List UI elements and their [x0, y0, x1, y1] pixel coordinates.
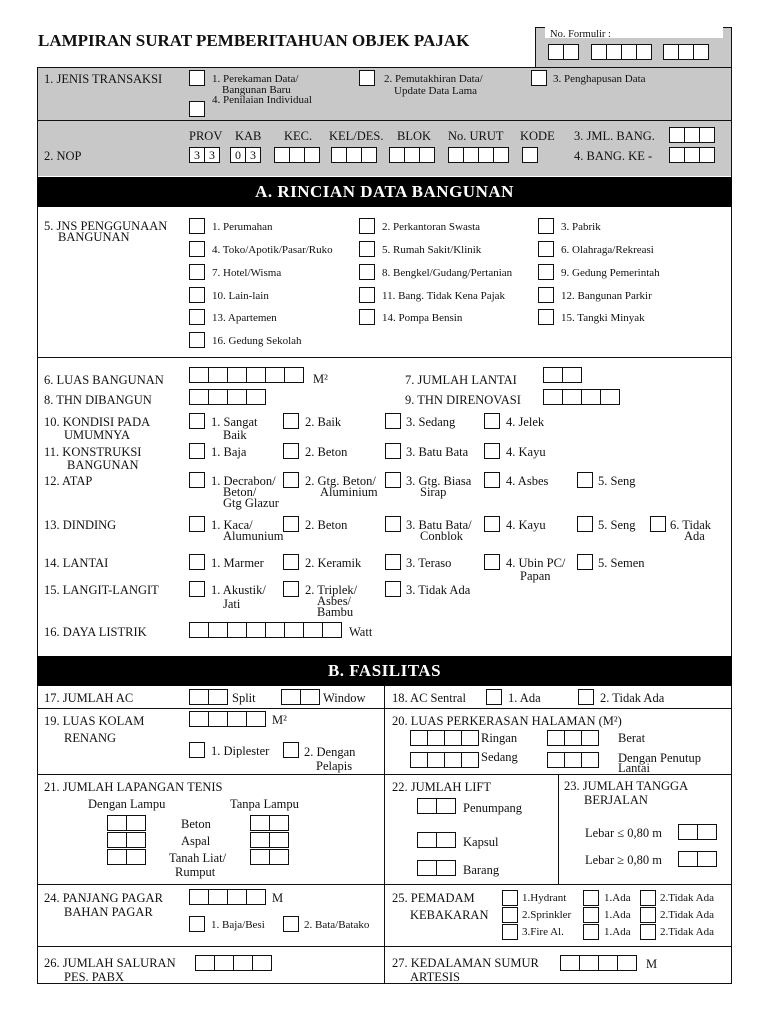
bang-ke-cells[interactable]: [669, 147, 715, 163]
halaman-penutup-label-b: Lantai: [618, 761, 650, 775]
dinding-checkbox-2[interactable]: [283, 516, 299, 532]
pemadam-option: 3.Fire Al.: [522, 926, 564, 938]
halaman-sedang-cells[interactable]: [410, 752, 479, 768]
transaksi-option-2: 2. Pemutakhiran Data/: [384, 73, 483, 85]
dinding-option: Alumunium: [223, 529, 284, 543]
penggunaan-option-label: 14. Pompa Bensin: [382, 312, 463, 324]
konstruksi-option: 1. Baja: [211, 445, 247, 459]
penggunaan-option-label: 1. Perumahan: [212, 221, 273, 233]
tenis-dengan-label: Dengan Lampu: [88, 797, 166, 811]
pemadam-option: 2.Sprinkler: [522, 909, 572, 921]
penggunaan-option-label: 2. Perkantoran Swasta: [382, 221, 481, 233]
langit-checkbox-1[interactable]: [189, 581, 205, 597]
jml-bang-label: 3. JML. BANG.: [574, 129, 655, 143]
atap-option: Sirap: [420, 485, 447, 499]
page-title: LAMPIRAN SURAT PEMBERITAHUAN OBJEK PAJAK: [38, 31, 470, 50]
penggunaan-option-label: 9. Gedung Pemerintah: [561, 267, 660, 279]
lantai-checkbox-5[interactable]: [577, 554, 593, 570]
tangga-lebar2-cells[interactable]: [678, 851, 717, 867]
nop-urut-label: No. URUT: [448, 129, 504, 143]
lantai-option: 3. Teraso: [406, 556, 452, 570]
pagar-option: 2. Bata/Batako: [304, 919, 370, 931]
lantai-option: 2. Keramik: [305, 556, 362, 570]
tenis-tanpa-aspal[interactable]: [250, 832, 289, 848]
kolam-checkbox-1[interactable]: [189, 742, 205, 758]
jenis-transaksi-label: 1. JENIS TRANSAKSI: [44, 72, 163, 86]
konstruksi-option: 2. Beton: [305, 445, 348, 459]
halaman-berat-label: Berat: [618, 731, 646, 745]
penggunaan-checkbox[interactable]: [359, 264, 375, 280]
langit-option: 2. Triplek/: [305, 583, 358, 597]
konstruksi-checkbox-4[interactable]: [484, 443, 500, 459]
ac-sentral-checkbox-2[interactable]: [578, 689, 594, 705]
tenis-label: 21. JUMLAH LAPANGAN TENIS: [44, 780, 223, 794]
halaman-penutup-cells[interactable]: [547, 752, 599, 768]
transaksi-option-3: 3. Penghapusan Data: [553, 73, 646, 85]
pemadam-option: 1.Ada: [604, 892, 631, 904]
penggunaan-checkbox[interactable]: [189, 332, 205, 348]
nop-label: 2. NOP: [44, 149, 82, 163]
konstruksi-option: 3. Batu Bata: [406, 445, 469, 459]
transaksi-checkbox-3[interactable]: [531, 70, 547, 86]
penggunaan-checkbox[interactable]: [189, 264, 205, 280]
nop-kab-digit: 0: [230, 147, 246, 163]
lantai-checkbox-4[interactable]: [484, 554, 500, 570]
halaman-ringan-cells[interactable]: [410, 730, 479, 746]
nop-kab-cells[interactable]: [230, 147, 261, 163]
kondisi-checkbox-4[interactable]: [484, 413, 500, 429]
dinding-option: 2. Beton: [305, 518, 348, 532]
penggunaan-option-label: 6. Olahraga/Rekreasi: [561, 244, 654, 256]
dinding-option: 4. Kayu: [506, 518, 546, 532]
section-b-header: B. FASILITAS: [37, 656, 732, 686]
atap-option: 4. Asbes: [506, 474, 549, 488]
penggunaan-option-label: 13. Apartemen: [212, 312, 277, 324]
penggunaan-option-label: 8. Bengkel/Gudang/Pertanian: [382, 267, 513, 279]
pagar-unit: M: [272, 891, 284, 905]
nop-urut-cells[interactable]: [448, 147, 509, 163]
pagar-checkbox-1[interactable]: [189, 916, 205, 932]
ac-split-cells[interactable]: [189, 689, 228, 705]
pemadam-option: 2.Tidak Ada: [660, 909, 714, 921]
penggunaan-option-label: 10. Lain-lain: [212, 290, 269, 302]
atap-checkbox-1[interactable]: [189, 472, 205, 488]
nop-kab-digit: 3: [245, 147, 261, 163]
transaksi-option-4: 4. Penilaian Individual: [212, 94, 312, 106]
penggunaan-checkbox[interactable]: [359, 287, 375, 303]
atap-checkbox-2[interactable]: [283, 472, 299, 488]
penggunaan-checkbox[interactable]: [538, 287, 554, 303]
pemadam-sprinkler-checkbox[interactable]: [502, 907, 518, 923]
halaman-label: 20. LUAS PERKERASAN HALAMAN (M²): [392, 714, 622, 728]
bang-ke-label: 4. BANG. KE -: [574, 149, 653, 163]
konstruksi-label-b: BANGUNAN: [67, 458, 139, 472]
pemadam-fireal-tidak[interactable]: [640, 924, 656, 940]
nop-blok-label: BLOK: [397, 129, 432, 143]
penggunaan-option-label: 11. Bang. Tidak Kena Pajak: [382, 290, 506, 302]
nop-kel-cells[interactable]: [331, 147, 377, 163]
kolam-option: 2. Dengan: [304, 745, 356, 759]
tangga-label-b: BERJALAN: [584, 793, 648, 807]
lift-penumpang-label: Penumpang: [463, 801, 523, 815]
ac-sentral-checkbox-1[interactable]: [486, 689, 502, 705]
dinding-checkbox-4[interactable]: [484, 516, 500, 532]
pemadam-fireal-ada[interactable]: [583, 924, 599, 940]
langit-option: 1. Akustik/: [211, 583, 266, 597]
transaksi-option-2-b: Update Data Lama: [394, 85, 478, 97]
ac-sentral-option: 2. Tidak Ada: [600, 691, 665, 705]
tangga-lebar1-label: Lebar ≤ 0,80 m: [585, 826, 662, 840]
tenis-tanpa-label: Tanpa Lampu: [230, 797, 299, 811]
lantai-option: 5. Semen: [598, 556, 645, 570]
kondisi-option: Baik: [223, 428, 247, 442]
thn-dibangun-cells[interactable]: [189, 389, 266, 405]
penggunaan-option-label: 5. Rumah Sakit/Klinik: [382, 244, 482, 256]
atap-option: Gtg Glazur: [223, 496, 279, 510]
penggunaan-checkbox[interactable]: [189, 218, 205, 234]
kolam-checkbox-2[interactable]: [283, 742, 299, 758]
kondisi-checkbox-3[interactable]: [385, 413, 401, 429]
jumlah-lantai-label: 7. JUMLAH LANTAI: [405, 373, 517, 387]
pagar-cells[interactable]: [189, 889, 266, 905]
tenis-tanpa-beton[interactable]: [250, 815, 289, 831]
kolam-unit: M²: [272, 713, 287, 727]
pabx-label-b: PES. PABX: [64, 970, 124, 984]
atap-checkbox-5[interactable]: [577, 472, 593, 488]
ac-label: 17. JUMLAH AC: [44, 691, 134, 705]
atap-checkbox-4[interactable]: [484, 472, 500, 488]
dinding-checkbox-3[interactable]: [385, 516, 401, 532]
lantai-option: 1. Marmer: [211, 556, 264, 570]
penggunaan-checkbox[interactable]: [538, 241, 554, 257]
divider: [37, 946, 732, 947]
divider: [37, 884, 732, 885]
penggunaan-checkbox[interactable]: [359, 241, 375, 257]
tenis-dengan-aspal[interactable]: [107, 832, 146, 848]
kolam-option: Pelapis: [316, 759, 353, 773]
thn-dibangun-label: 8. THN DIBANGUN: [44, 393, 152, 407]
dinding-option: Conblok: [420, 529, 464, 543]
ac-sentral-label: 18. AC Sentral: [392, 691, 466, 705]
thn-direnovasi-cells[interactable]: [543, 389, 620, 405]
penggunaan-checkbox[interactable]: [538, 309, 554, 325]
tenis-dengan-tanah[interactable]: [107, 849, 146, 865]
penggunaan-checkbox[interactable]: [359, 218, 375, 234]
daya-unit: Watt: [349, 625, 373, 639]
lift-label: 22. JUMLAH LIFT: [392, 780, 491, 794]
konstruksi-checkbox-2[interactable]: [283, 443, 299, 459]
penggunaan-option-label: 4. Toko/Apotik/Pasar/Ruko: [212, 244, 333, 256]
dinding-label: 13. DINDING: [44, 518, 117, 532]
konstruksi-checkbox-1[interactable]: [189, 443, 205, 459]
kondisi-label-b: UMUMNYA: [64, 428, 130, 442]
ac-sentral-option: 1. Ada: [508, 691, 541, 705]
luas-unit: M²: [313, 372, 328, 386]
sumur-cells[interactable]: [560, 955, 637, 971]
transaksi-option-1: 1. Perekaman Data/: [212, 73, 299, 85]
pemadam-sprinkler-ada[interactable]: [583, 907, 599, 923]
penggunaan-option-label: 15. Tangki Minyak: [561, 312, 645, 324]
jml-bang-cells[interactable]: [669, 127, 715, 143]
transaksi-option-1-b: Bangunan Baru: [222, 84, 291, 96]
lift-barang-cells[interactable]: [417, 860, 456, 876]
ac-split-label: Split: [232, 691, 256, 705]
penggunaan-checkbox[interactable]: [538, 218, 554, 234]
halaman-berat-cells[interactable]: [547, 730, 599, 746]
sumur-label-b: ARTESIS: [410, 970, 460, 984]
lantai-option: 4. Ubin PC/: [506, 556, 566, 570]
thn-direnovasi-label: 9. THN DIRENOVASI: [405, 393, 521, 407]
tenis-tanah-label-b: Rumput: [175, 865, 216, 879]
lantai-label: 14. LANTAI: [44, 556, 109, 570]
langit-option: Jati: [223, 597, 241, 611]
pemadam-label-b: KEBAKARAN: [410, 908, 489, 922]
formulir-cells-3[interactable]: [663, 44, 709, 60]
atap-option: 2. Gtg. Beton/: [305, 474, 376, 488]
daya-label: 16. DAYA LISTRIK: [44, 625, 147, 639]
kondisi-option: 4. Jelek: [506, 415, 545, 429]
kondisi-option: 2. Baik: [305, 415, 342, 429]
kondisi-checkbox-1[interactable]: [189, 413, 205, 429]
penggunaan-label-b: BANGUNAN: [58, 230, 130, 244]
pemadam-option: 2.Tidak Ada: [660, 926, 714, 938]
lift-kapsul-cells[interactable]: [417, 832, 456, 848]
lantai-checkbox-3[interactable]: [385, 554, 401, 570]
luas-bangunan-cells[interactable]: [189, 367, 304, 383]
penggunaan-option-label: 7. Hotel/Wisma: [212, 267, 282, 279]
nop-prov-cells[interactable]: [189, 147, 220, 163]
divider: [37, 708, 732, 709]
transaksi-checkbox-1[interactable]: [189, 70, 205, 86]
atap-option: 5. Seng: [598, 474, 636, 488]
tenis-beton-label: Beton: [181, 817, 211, 831]
kondisi-option: 1. Sangat: [211, 415, 258, 429]
pemadam-hydrant-ada[interactable]: [583, 890, 599, 906]
dinding-option: 1. Kaca/: [211, 518, 253, 532]
nop-blok-cells[interactable]: [389, 147, 435, 163]
luas-bangunan-label: 6. LUAS BANGUNAN: [44, 373, 164, 387]
atap-option: 3. Gtg. Biasa: [406, 474, 472, 488]
tenis-dengan-beton[interactable]: [107, 815, 146, 831]
halaman-sedang-label: Sedang: [481, 750, 518, 764]
kolam-label: 19. LUAS KOLAM: [44, 714, 145, 728]
dinding-option: 6. Tidak: [670, 518, 711, 532]
dinding-option: 3. Batu Bata/: [406, 518, 472, 532]
ac-window-cells[interactable]: [281, 689, 320, 705]
nop-kel-label: KEL/DES.: [329, 129, 384, 143]
konstruksi-checkbox-3[interactable]: [385, 443, 401, 459]
dinding-checkbox-1[interactable]: [189, 516, 205, 532]
pemadam-option: 1.Ada: [604, 909, 631, 921]
tangga-lebar2-label: Lebar ≥ 0,80 m: [585, 853, 662, 867]
pabx-cells[interactable]: [195, 955, 272, 971]
atap-option: Beton/: [223, 485, 257, 499]
penggunaan-checkbox[interactable]: [189, 287, 205, 303]
kolam-option: 1. Diplester: [211, 744, 270, 758]
daya-cells[interactable]: [189, 622, 342, 638]
tangga-lebar1-cells[interactable]: [678, 824, 717, 840]
transaksi-checkbox-2[interactable]: [359, 70, 375, 86]
tenis-tanpa-tanah[interactable]: [250, 849, 289, 865]
pemadam-option: 1.Ada: [604, 926, 631, 938]
lift-barang-label: Barang: [463, 863, 500, 877]
konstruksi-option: 4. Kayu: [506, 445, 546, 459]
atap-option: Aluminium: [320, 485, 378, 499]
kolam-label-b: RENANG: [64, 731, 117, 745]
atap-label: 12. ATAP: [44, 474, 93, 488]
lantai-checkbox-1[interactable]: [189, 554, 205, 570]
jumlah-lantai-cells[interactable]: [543, 367, 582, 383]
pemadam-label: 25. PEMADAM: [392, 891, 475, 905]
pemadam-hydrant-checkbox[interactable]: [502, 890, 518, 906]
penggunaan-label: 5. JNS PENGGUNAAN: [44, 219, 168, 233]
dinding-option: Ada: [684, 529, 705, 543]
ac-window-label: Window: [323, 691, 366, 705]
halaman-ringan-label: Ringan: [481, 731, 518, 745]
tenis-aspal-label: Aspal: [181, 834, 211, 848]
tenis-tanah-label: Tanah Liat/: [169, 851, 227, 865]
kolam-cells[interactable]: [189, 711, 266, 727]
pemadam-hydrant-tidak[interactable]: [640, 890, 656, 906]
langit-label: 15. LANGIT-LANGIT: [44, 583, 159, 597]
langit-option: 3. Tidak Ada: [406, 583, 471, 597]
langit-checkbox-3[interactable]: [385, 581, 401, 597]
kondisi-checkbox-2[interactable]: [283, 413, 299, 429]
nop-kode-cells[interactable]: [522, 147, 538, 163]
langit-option: Asbes/: [317, 594, 352, 608]
pabx-label: 26. JUMLAH SALURAN: [44, 956, 176, 970]
nop-prov-label: PROV: [189, 129, 223, 143]
nop-prov-digit: 3: [189, 147, 205, 163]
langit-checkbox-2[interactable]: [283, 581, 299, 597]
penggunaan-checkbox[interactable]: [538, 264, 554, 280]
halaman-penutup-label: Dengan Penutup: [618, 751, 701, 765]
penggunaan-checkbox[interactable]: [189, 309, 205, 325]
nop-kec-cells[interactable]: [274, 147, 320, 163]
sumur-unit: M: [646, 957, 658, 971]
transaksi-checkbox-4[interactable]: [189, 101, 205, 117]
dinding-option: 5. Seng: [598, 518, 636, 532]
lift-penumpang-cells[interactable]: [417, 798, 456, 814]
divider: [37, 774, 732, 775]
lift-kapsul-label: Kapsul: [463, 835, 499, 849]
kondisi-option: 3. Sedang: [406, 415, 456, 429]
formulir-cells-1[interactable]: [548, 44, 579, 60]
sumur-label: 27. KEDALAMAN SUMUR: [392, 956, 539, 970]
pagar-label: 24. PANJANG PAGAR: [44, 891, 163, 905]
kondisi-label: 10. KONDISI PADA: [44, 415, 151, 429]
lantai-option: Papan: [520, 569, 551, 583]
divider: [37, 357, 732, 358]
divider: [384, 686, 385, 984]
lantai-checkbox-2[interactable]: [283, 554, 299, 570]
konstruksi-label: 11. KONSTRUKSI: [44, 445, 142, 459]
nop-prov-digit: 3: [204, 147, 220, 163]
penggunaan-checkbox[interactable]: [189, 241, 205, 257]
section-a-header: A. RINCIAN DATA BANGUNAN: [37, 177, 732, 207]
formulir-cells-2[interactable]: [591, 44, 652, 60]
atap-option: 1. Decrabon/: [211, 474, 276, 488]
pemadam-option: 2.Tidak Ada: [660, 892, 714, 904]
atap-checkbox-3[interactable]: [385, 472, 401, 488]
pemadam-option: 1.Hydrant: [522, 892, 567, 904]
tangga-label: 23. JUMLAH TANGGA: [564, 779, 689, 793]
dinding-checkbox-5[interactable]: [577, 516, 593, 532]
pemadam-sprinkler-tidak[interactable]: [640, 907, 656, 923]
nop-kode-label: KODE: [520, 129, 555, 143]
penggunaan-option-label: 12. Bangunan Parkir: [561, 290, 652, 302]
langit-option: Bambu: [317, 605, 354, 619]
penggunaan-option-label: 16. Gedung Sekolah: [212, 335, 302, 347]
pemadam-fireal-checkbox[interactable]: [502, 924, 518, 940]
penggunaan-option-label: 3. Pabrik: [561, 221, 601, 233]
nop-kec-label: KEC.: [284, 129, 313, 143]
nop-kab-label: KAB: [235, 129, 262, 143]
divider: [558, 774, 559, 884]
penggunaan-checkbox[interactable]: [359, 309, 375, 325]
pagar-label-b: BAHAN PAGAR: [64, 905, 153, 919]
formulir-label: No. Formulir :: [550, 29, 611, 40]
pagar-checkbox-2[interactable]: [283, 916, 299, 932]
dinding-checkbox-6[interactable]: [650, 516, 666, 532]
pagar-option: 1. Baja/Besi: [211, 919, 265, 931]
